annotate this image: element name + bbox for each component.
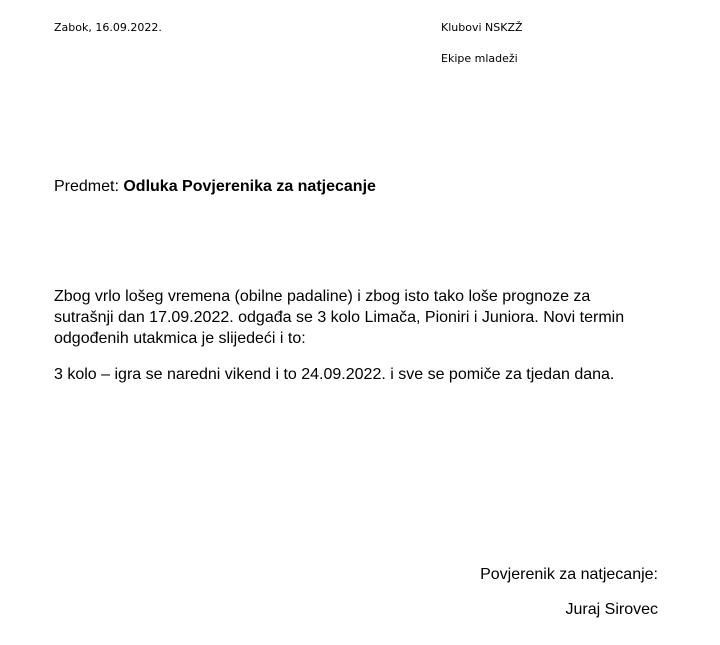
signature-name: Juraj Sirovec bbox=[565, 601, 658, 618]
recipient-line-youth-teams: Ekipe mladeži bbox=[441, 52, 518, 65]
body-paragraph-2: 3 kolo – igra se naredni vikend i to 24.09.2022. i sve se pomiče za tjedan dana. bbox=[54, 366, 615, 383]
date-line: Zabok, 16.09.2022. bbox=[54, 21, 162, 34]
recipient-line-clubs: Klubovi NSKZŽ bbox=[441, 21, 523, 34]
subject-line bbox=[54, 177, 376, 197]
subject-value: Odluka Povjerenika za natjecanje bbox=[123, 178, 376, 195]
body-paragraph-1: Zbog vrlo lošeg vremena (obilne padaline) i zbog isto tako loše prognoze za sutrašnji dan 17.09.2022. odgađa se 3 kolo Limača, Pioniri i Juniora. Novi termin odgođenih utakmica je slijedeći i to: bbox=[54, 288, 625, 347]
signature-title: Povjerenik za natjecanje: bbox=[480, 566, 658, 583]
subject-label: Predmet: bbox=[54, 178, 124, 195]
